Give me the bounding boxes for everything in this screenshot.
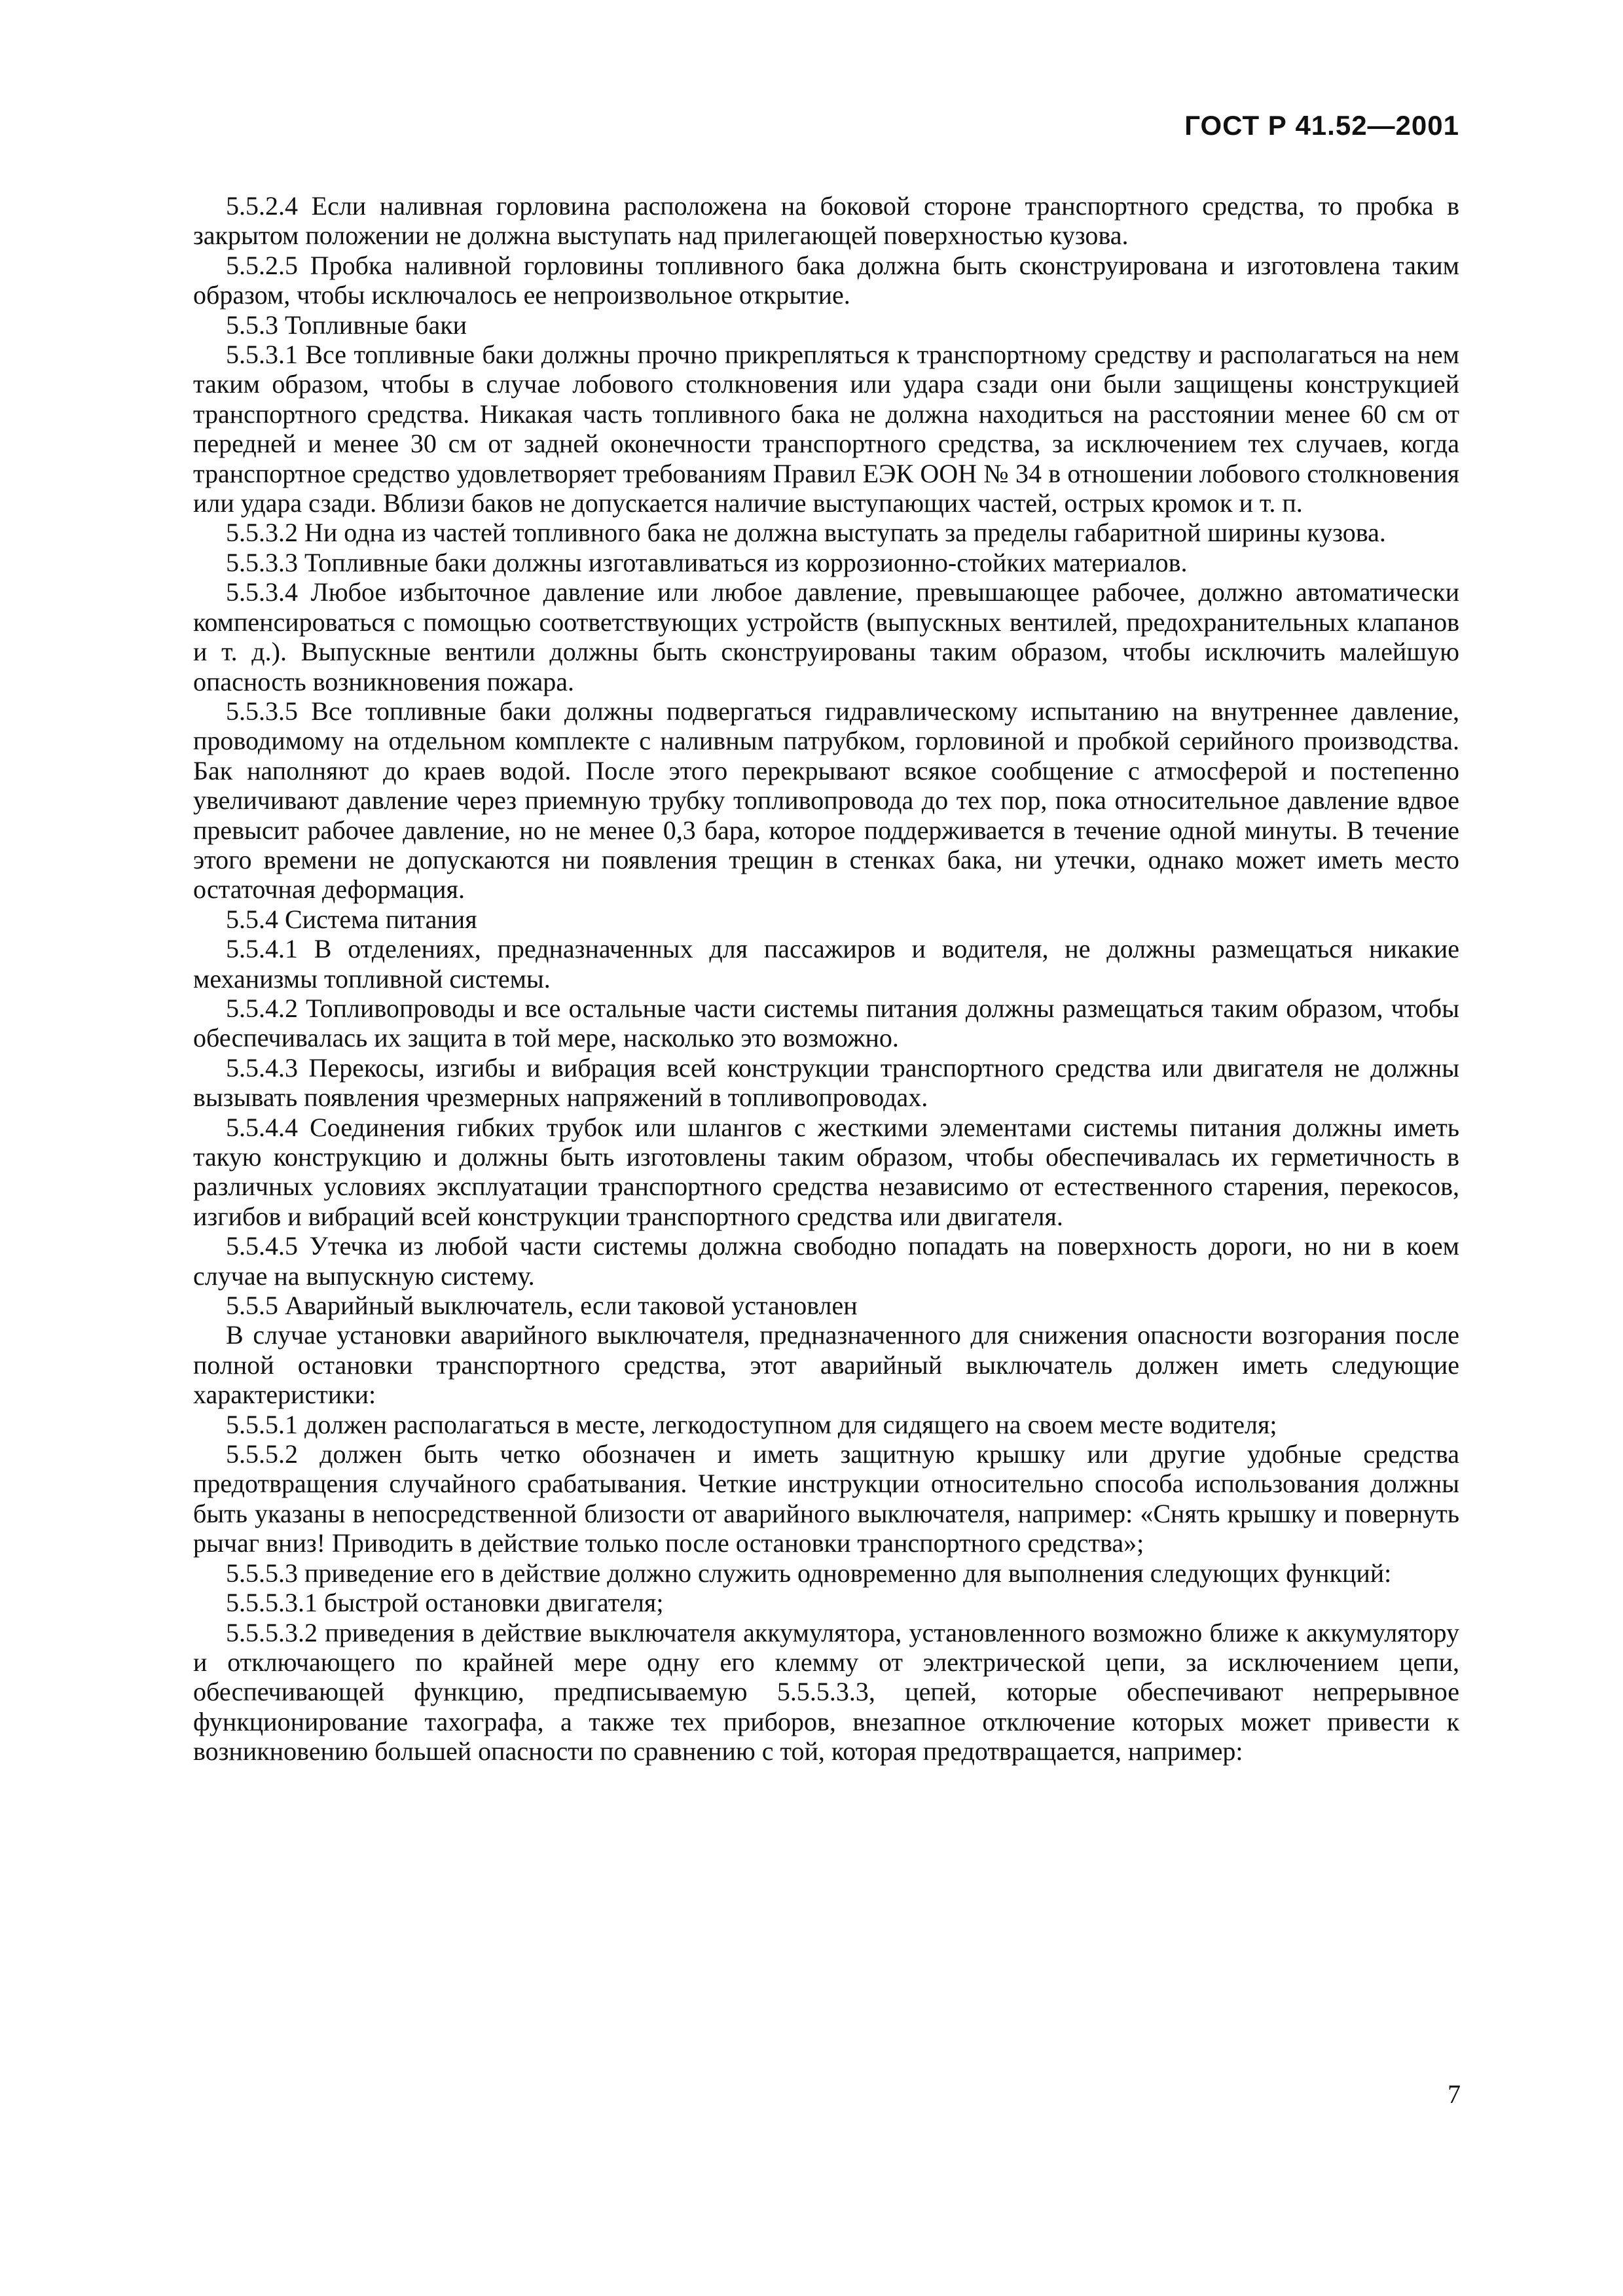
paragraph-5-5-3-2: 5.5.3.2 Ни одна из частей топливного бака не должна выступать за пределы габаритной ширины кузова.: [226, 518, 1386, 548]
section-heading-5-5-5: 5.5.5 Аварийный выключатель, если таковой установлен: [226, 1291, 858, 1321]
paragraph-5-5-5-3-1: 5.5.5.3.1 быстрой остановки двигателя;: [226, 1588, 664, 1618]
document-header-code: ГОСТ Р 41.52—2001: [1184, 110, 1459, 141]
document-body: [193, 191, 1466, 1767]
paragraph-5-5-5-intro: В случае установки аварийного выключателя, предназначенного для снижения опасности возгорания после полной остановки транспортного средства, этот аварийный выключатель должен иметь следующие характеристики:: [193, 1320, 1466, 1410]
paragraph-5-5-5-1: 5.5.5.1 должен располагаться в месте, легкодоступном для сидящего на своем месте водителя;: [226, 1409, 1277, 1439]
section-heading-5-5-3: 5.5.3 Топливные баки: [226, 310, 467, 340]
paragraph-5-5-3-4: 5.5.3.4 Любое избыточное давление или любое давление, превышающее рабочее, должно автоматически компенсироваться с помощью соответствующих устройств (выпускных вентилей, предохранительных клапанов и т. д.). Выпускные вентили должны быть сконструированы таким образом, чтобы исключить малейшую опасность возникновения пожара.: [193, 577, 1466, 696]
paragraph-5-5-2-5: 5.5.2.5 Пробка наливной горловины топливного бака должна быть сконструирована и изготовлена таким образом, чтобы исключалось ее непроизвольное открытие.: [193, 250, 1466, 310]
paragraph-5-5-4-3: 5.5.4.3 Перекосы, изгибы и вибрация всей конструкции транспортного средства или двигателя не должны вызывать появления чрезмерных напряжений в топливопроводах.: [193, 1052, 1466, 1113]
paragraph-5-5-4-5: 5.5.4.5 Утечка из любой части системы должна свободно попадать на поверхность дороги, но ни в коем случае на выпускную систему.: [193, 1231, 1466, 1291]
paragraph-5-5-3-1: 5.5.3.1 Все топливные баки должны прочно прикрепляться к транспортному средству и располагаться на нем таким образом, чтобы в случае лобового столкновения или удара сзади они были защищены конструкцией транспортного средства. Никакая часть топливного бака не должна находиться на расстоянии менее 60 см от передней и менее 30 см от задней оконечности транспортного средства, за исключением тех случаев, когда транспортное средство удовлетворяет требованиям Правил ЕЭК ООН № 34 в отношении лобового столкновения или удара сзади. Вблизи баков не допускается наличие выступающих частей, острых кромок и т. п.: [193, 340, 1466, 518]
paragraph-5-5-5-3-2: 5.5.5.3.2 приведения в действие выключателя аккумулятора, установленного возможно ближе к аккумулятору и отключающего по крайней мере одну его клемму от электрической цепи, за исключением цепи, обеспечивающей функцию, предписываемую 5.5.5.3.3, цепей, которые обеспечивают непрерывное функционирование тахографа, а также тех приборов, внезапное отключение которых может привести к возникновению большей опасности по сравнению с той, которая предотвращается, например:: [193, 1617, 1466, 1767]
paragraph-5-5-5-2: 5.5.5.2 должен быть четко обозначен и иметь защитную крышку или другие удобные средства предотвращения случайного срабатывания. Четкие инструкции относительно способа использования должны быть указаны в непосредственной близости от аварийного выключателя, например: «Снять крышку и повернуть рычаг вниз! Приводить в действие только после остановки транспортного средства»;: [193, 1439, 1466, 1558]
paragraph-5-5-5-3: 5.5.5.3 приведение его в действие должно служить одновременно для выполнения следующих функций:: [226, 1558, 1392, 1588]
paragraph-5-5-3-5: 5.5.3.5 Все топливные баки должны подвергаться гидравлическому испытанию на внутреннее давление, проводимому на отдельном комплекте с наливным патрубком, горловиной и пробкой серийного производства. Бак наполняют до краев водой. После этого перекрывают всякое сообщение с атмосферой и постепенно увеличивают давление через приемную трубку топливопровода до тех пор, пока относительное давление вдвое превысит рабочее давление, но не менее 0,3 бара, которое поддерживается в течение одной минуты. В течение этого времени не допускаются ни появления трещин в стенках бака, ни утечки, однако может иметь место остаточная деформация.: [193, 696, 1466, 905]
section-heading-5-5-4: 5.5.4 Система питания: [226, 904, 477, 934]
page-number: 7: [1448, 2079, 1461, 2109]
paragraph-5-5-2-4: 5.5.2.4 Если наливная горловина расположена на боковой стороне транспортного средства, то пробка в закрытом положении не должна выступать над прилегающей поверхностью кузова.: [193, 191, 1466, 251]
paragraph-5-5-4-1: 5.5.4.1 В отделениях, предназначенных для пассажиров и водителя, не должны размещаться никакие механизмы топливной системы.: [193, 934, 1466, 994]
paragraph-5-5-3-3: 5.5.3.3 Топливные баки должны изготавливаться из коррозионно-стойких материалов.: [226, 547, 1188, 577]
paragraph-5-5-4-2: 5.5.4.2 Топливопроводы и все остальные части системы питания должны размещаться таким образом, чтобы обеспечивалась их защита в той мере, насколько это возможно.: [193, 993, 1466, 1053]
paragraph-5-5-4-4: 5.5.4.4 Соединения гибких трубок или шлангов с жесткими элементами системы питания должны иметь такую конструкцию и должны быть изготовлены таким образом, чтобы обеспечивалась их герметичность в различных условиях эксплуатации транспортного средства независимо от естественного старения, перекосов, изгибов и вибраций всей конструкции транспортного средства или двигателя.: [193, 1112, 1466, 1231]
